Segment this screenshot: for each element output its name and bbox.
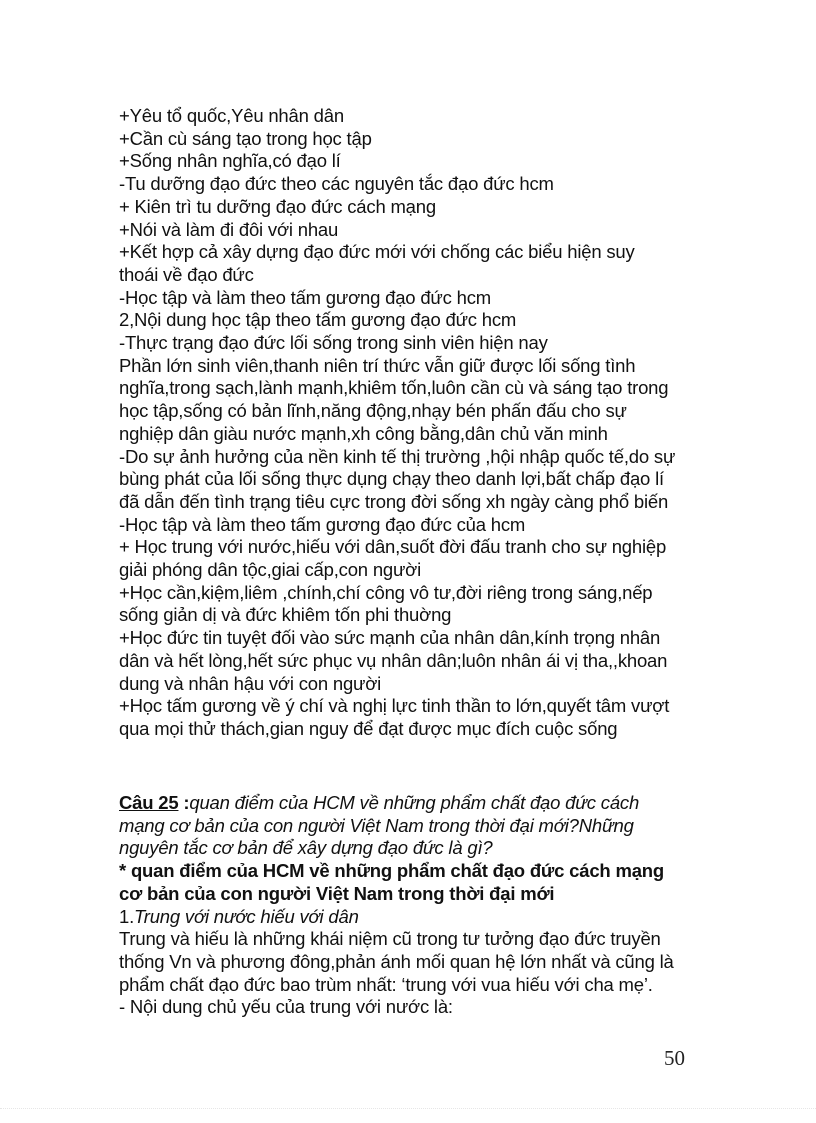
point-heading [119,906,719,929]
question-text-line: nguyên tắc cơ bản để xây dựng đạo đức là gì? [119,837,493,859]
text-line: giải phóng dân tộc,giai cấp,con người [119,559,422,581]
text-line: nghĩa,trong sạch,lành mạnh,khiêm tốn,luôn cần cù và sáng tạo trong [119,377,669,399]
point-number: 1. [119,905,135,927]
paragraph-line: thống Vn và phương đông,phản ánh mối quan hệ lớn nhất và cũng là [119,950,674,972]
text-line: sống giản dị và đức khiêm tốn phi thuờng [119,604,452,626]
text-line: +Học đức tin tuyệt đối vào sức mạnh của nhân dân,kính trọng nhân [119,627,661,649]
question-heading [119,792,719,815]
text-line: -Do sự ảnh hưởng của nền kinh tế thị trường ,hội nhập quốc tế,do sự [119,445,676,467]
text-line: -Học tập và làm theo tấm gương đạo đức hcm [119,286,491,308]
text-line: + Học trung với nước,hiếu với dân,suốt đời đấu tranh cho sự nghiệp [119,536,667,558]
text-line: +Cần cù sáng tạo trong học tập [119,127,372,149]
text-line: -Tu dưỡng đạo đức theo các nguyên tắc đạo đức hcm [119,173,554,195]
page-divider [0,1108,816,1109]
paragraph-line: Trung và hiếu là những khái niệm cũ trong tư tưởng đạo đức truyền [119,928,661,950]
paragraph-line: phẩm chất đạo đức bao trùm nhất: ‘trung với vua hiếu với cha mẹ’. [119,973,653,995]
text-line: +Sống nhân nghĩa,có đạo lí [119,150,341,172]
answer-heading-line: * quan điểm của HCM về những phẩm chất đạo đức cách mạng [119,860,664,882]
text-line: +Học cần,kiệm,liêm ,chính,chí công vô tư,đời riêng trong sáng,nếp [119,581,653,603]
text-line: đã dẫn đến tình trạng tiêu cực trong đời sống xh ngày càng phổ biến [119,490,669,512]
text-line: +Yêu tổ quốc,Yêu nhân dân [119,105,344,126]
text-line: -Thực trạng đạo đức lối sống trong sinh viên hiện nay [119,332,548,354]
text-line: bùng phát của lối sống thực dụng chạy theo danh lợi,bất chấp đạo lí [119,468,664,490]
body-text [119,105,709,741]
text-line: 2,Nội dung học tập theo tấm gương đạo đức hcm [119,309,517,331]
text-line: dân và hết lòng,hết sức phục vụ nhân dân;luôn nhân ái vị tha,,khoan [119,649,668,671]
text-line: + Kiên trì tu dưỡng đạo đức cách mạng [119,195,436,217]
text-line: học tập,sống có bản lĩnh,năng động,nhạy bén phấn đấu cho sự [119,400,627,422]
question-text-line: quan điểm của HCM về những phẩm chất đạo đức cách [189,792,640,813]
question-number: Câu 25 [119,792,179,813]
text-line: dung và nhân hậu với con người [119,672,382,694]
text-line: -Học tập và làm theo tấm gương đạo đức của hcm [119,513,526,535]
page-number: 50 [664,1046,685,1070]
text-line: +Học tấm gương về ý chí và nghị lực tinh thần to lớn,quyết tâm vượt [119,695,670,717]
text-line: +Kết hợp cả xây dựng đạo đức mới với chống các biểu hiện suy [119,241,635,263]
question-section [119,792,719,1019]
text-line: qua mọi thử thách,gian nguy để đạt được mục đích cuộc sống [119,717,618,739]
text-line: Phần lớn sinh viên,thanh niên trí thức vẫn giữ được lối sống tình [119,354,636,376]
text-line: +Nói và làm đi đôi với nhau [119,218,339,240]
text-line: thoái về đạo đức [119,263,254,285]
question-text-line: mạng cơ bản của con người Việt Nam trong thời đại mới?Những [119,814,634,836]
paragraph-line: - Nội dung chủ yếu của trung với nước là: [119,996,453,1018]
answer-heading-line: cơ bản của con người Việt Nam trong thời đại mới [119,882,555,904]
text-line: nghiệp dân giàu nước mạnh,xh công bằng,dân chủ văn minh [119,422,608,444]
question-colon: : [178,792,190,813]
point-title: Trung với nước hiếu với dân [134,905,359,927]
